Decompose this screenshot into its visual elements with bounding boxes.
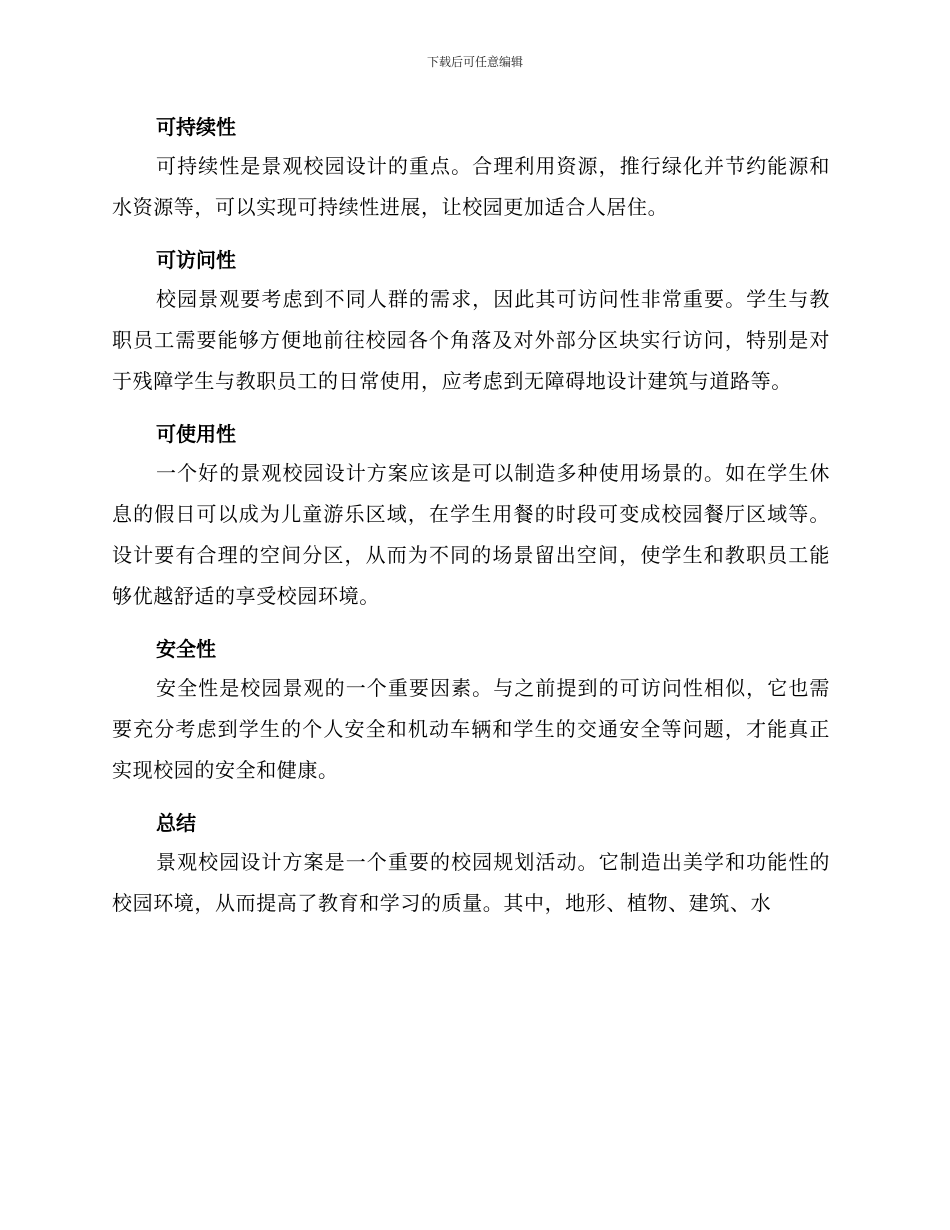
section-paragraph: 可持续性是景观校园设计的重点。合理利用资源，推行绿化并节约能源和水资源等，可以实现可持续性进展，让校园更加适合人居住。 <box>112 154 830 219</box>
section-accessibility <box>112 241 830 402</box>
section-safety <box>112 630 830 791</box>
section-heading: 安全性 <box>156 637 216 661</box>
section-paragraph: 一个好的景观校园设计方案应该是可以制造多种使用场景的。如在学生休息的假日可以成为儿童游乐区域，在学生用餐的时段可变成校园餐厅区域等。设计要有合理的空间分区，从而为不同的场景留出空间，使学生和教职员工能够优越舒适的享受校园环境。 <box>112 461 830 608</box>
page-header-note: 下载后可任意编辑 <box>426 55 523 69</box>
section-sustainability <box>112 108 830 228</box>
section-paragraph: 校园景观要考虑到不同人群的需求，因此其可访问性非常重要。学生与教职员工需要能够方便地前往校园各个角落及对外部分区块实行访问，特别是对于残障学生与教职员工的日常使用，应考虑到无障碍地设计建筑与道路等。 <box>112 287 830 393</box>
section-heading: 总结 <box>156 811 196 835</box>
section-summary <box>112 804 830 924</box>
section-paragraph: 安全性是校园景观的一个重要因素。与之前提到的可访问性相似，它也需要充分考虑到学生的个人安全和机动车辆和学生的交通安全等问题，才能真正实现校园的安全和健康。 <box>112 676 830 782</box>
section-paragraph: 景观校园设计方案是一个重要的校园规划活动。它制造出美学和功能性的校园环境，从而提高了教育和学习的质量。其中，地形、植物、建筑、水 <box>112 850 830 915</box>
document-body <box>112 108 830 937</box>
section-heading: 可持续性 <box>156 115 236 139</box>
section-usability <box>112 415 830 617</box>
section-heading: 可访问性 <box>156 248 236 272</box>
section-heading: 可使用性 <box>156 422 236 446</box>
